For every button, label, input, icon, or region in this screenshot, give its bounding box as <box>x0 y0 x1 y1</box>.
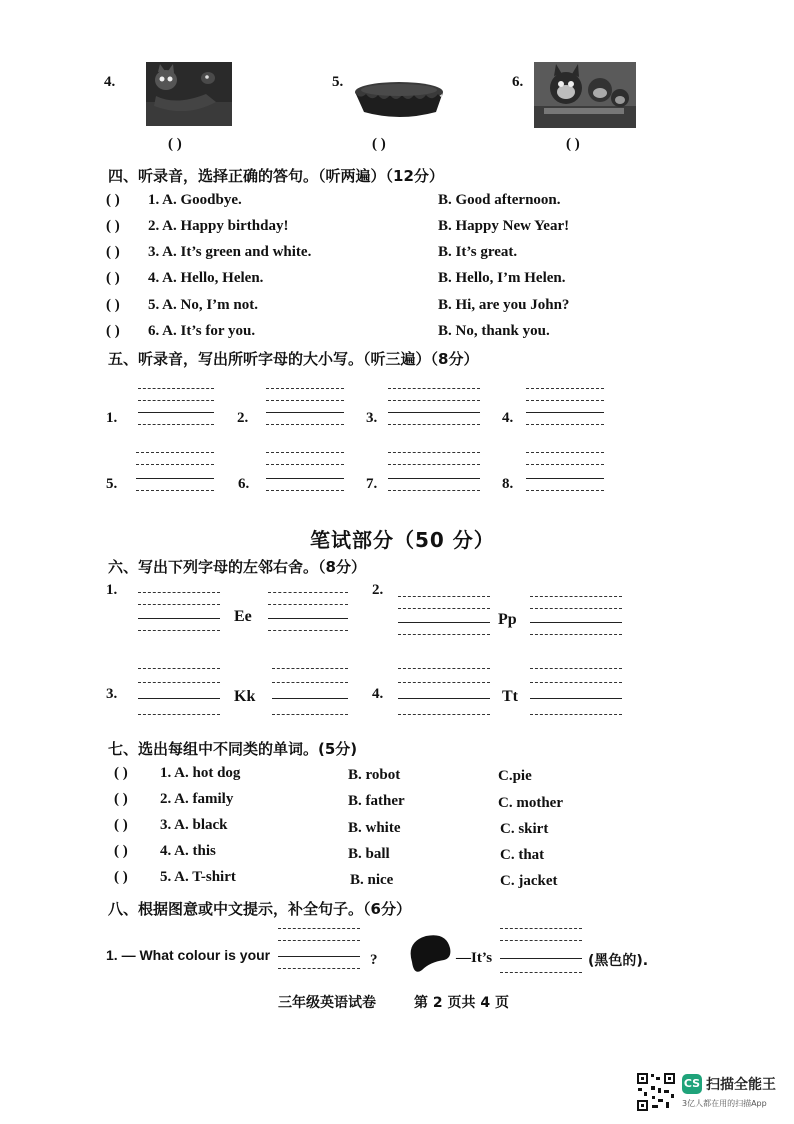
section-7-option-b: B. ball <box>348 846 390 862</box>
chinese-hint: (黑色的). <box>588 953 649 969</box>
black-cap-picture <box>404 932 452 974</box>
written-part-header: 笔试部分（50 分） <box>310 528 495 552</box>
qr-code-icon <box>636 1072 676 1112</box>
answer-lines-noun[interactable] <box>278 928 360 968</box>
answer-paren: ( ) <box>106 270 120 286</box>
section-4-title: 四、听录音，选择正确的答句。（听两遍）（12分） <box>108 167 444 185</box>
given-letter: Pp <box>498 611 517 628</box>
section-6-title: 六、写出下列字母的左邻右舍。（8分） <box>108 558 366 576</box>
letter-item-number: 5. <box>106 476 118 492</box>
letter-item-number: 4. <box>502 410 514 426</box>
answer-paren: ( ) <box>114 843 128 859</box>
neighbor-item-number: 4. <box>372 686 384 702</box>
section-7-option-c: C. jacket <box>500 873 558 889</box>
section-7-option-a: 4. A. this <box>160 843 216 859</box>
picture-answer-paren-6: ( ) <box>566 136 580 152</box>
picture-number-4: 4. <box>104 74 116 90</box>
section-7-option-b: B. white <box>348 820 401 836</box>
writing-lines[interactable] <box>138 388 214 428</box>
answer-paren: ( ) <box>106 244 120 260</box>
letter-item-number: 7. <box>366 476 378 492</box>
given-letter: Kk <box>234 688 256 705</box>
section-4-option-b: B. No, thank you. <box>438 323 550 339</box>
answer-paren: ( ) <box>114 817 128 833</box>
pie-picture <box>352 78 446 120</box>
section-7-title: 七、选出每组中不同类的单词。(5分) <box>108 740 358 758</box>
answer-paren: ( ) <box>106 218 120 234</box>
scanner-app-tagline: 3亿人都在用的扫描App <box>682 1099 767 1108</box>
section-4-option-b: B. Hello, I’m Helen. <box>438 270 566 286</box>
section-7-option-a: 3. A. black <box>160 817 228 833</box>
section-4-option-a: 1. A. Goodbye. <box>148 192 242 208</box>
footer-page-number: 第 2 页共 4 页 <box>414 995 509 1011</box>
answer-paren: ( ) <box>106 297 120 313</box>
picture-number-6: 6. <box>512 74 524 90</box>
section-7-option-c: C. mother <box>498 795 563 811</box>
picture-number-5: 5. <box>332 74 344 90</box>
question-1-start: 1. — What colour is your <box>106 947 271 963</box>
cat-cartoon-picture <box>146 62 232 126</box>
writing-lines-left[interactable] <box>138 592 220 632</box>
answer-paren: ( ) <box>114 791 128 807</box>
section-7-option-a: 1. A. hot dog <box>160 765 241 781</box>
section-4-option-a: 4. A. Hello, Helen. <box>148 270 264 286</box>
writing-lines-right[interactable] <box>530 596 622 636</box>
writing-lines[interactable] <box>388 388 480 428</box>
writing-lines-right[interactable] <box>530 668 622 718</box>
writing-lines-left[interactable] <box>138 668 220 718</box>
question-mark: ? <box>370 952 378 968</box>
answer-paren: ( ) <box>106 192 120 208</box>
writing-lines-left[interactable] <box>398 596 490 636</box>
section-4-option-a: 5. A. No, I’m not. <box>148 297 259 313</box>
writing-lines[interactable] <box>388 452 480 492</box>
scanner-app-name: 扫描全能王 <box>706 1077 776 1093</box>
picture-answer-paren-4: ( ) <box>168 136 182 152</box>
section-5-title: 五、听录音，写出所听字母的大小写。（听三遍）（8分） <box>108 350 479 368</box>
section-4-option-b: B. It’s great. <box>438 244 518 260</box>
section-7-option-b: B. father <box>348 793 405 809</box>
scanner-app-logo-icon: CS <box>682 1074 702 1094</box>
section-4-option-a: 3. A. It’s green and white. <box>148 244 312 260</box>
writing-lines-left[interactable] <box>398 668 490 718</box>
section-8-title: 八、根据图意或中文提示，补全句子。（6分） <box>108 900 411 918</box>
neighbor-item-number: 1. <box>106 582 118 598</box>
picture-answer-paren-5: ( ) <box>372 136 386 152</box>
writing-lines[interactable] <box>526 452 604 492</box>
section-4-option-b: B. Hi, are you John? <box>438 297 570 313</box>
given-letter: Tt <box>502 688 518 705</box>
letter-item-number: 2. <box>237 410 249 426</box>
writing-lines[interactable] <box>266 452 344 492</box>
section-7-option-a: 2. A. family <box>160 791 234 807</box>
section-4-option-a: 2. A. Happy birthday! <box>148 218 289 234</box>
section-7-option-a: 5. A. T-shirt <box>160 869 236 885</box>
given-letter: Ee <box>234 608 252 625</box>
section-4-option-a: 6. A. It’s for you. <box>148 323 256 339</box>
neighbor-item-number: 3. <box>106 686 118 702</box>
answer-paren: ( ) <box>114 765 128 781</box>
letter-item-number: 1. <box>106 410 118 426</box>
writing-lines-right[interactable] <box>268 592 348 632</box>
writing-lines[interactable] <box>266 388 344 428</box>
answer-start: —It’s <box>456 950 493 966</box>
answer-paren: ( ) <box>114 869 128 885</box>
section-7-option-c: C. skirt <box>500 821 549 837</box>
writing-lines[interactable] <box>526 388 604 428</box>
section-7-option-c: C.pie <box>498 768 532 784</box>
letter-item-number: 3. <box>366 410 378 426</box>
monkey-family-picture <box>534 62 636 128</box>
writing-lines-right[interactable] <box>272 668 348 718</box>
answer-lines-colour[interactable] <box>500 928 582 974</box>
section-7-option-c: C. that <box>500 847 545 863</box>
section-4-option-b: B. Happy New Year! <box>438 218 570 234</box>
section-4-option-b: B. Good afternoon. <box>438 192 561 208</box>
writing-lines[interactable] <box>136 452 214 492</box>
footer-exam-name: 三年级英语试卷 <box>278 995 376 1011</box>
section-7-option-b: B. robot <box>348 767 401 783</box>
answer-paren: ( ) <box>106 323 120 339</box>
section-7-option-b: B. nice <box>350 872 394 888</box>
letter-item-number: 8. <box>502 476 514 492</box>
neighbor-item-number: 2. <box>372 582 384 598</box>
letter-item-number: 6. <box>238 476 250 492</box>
